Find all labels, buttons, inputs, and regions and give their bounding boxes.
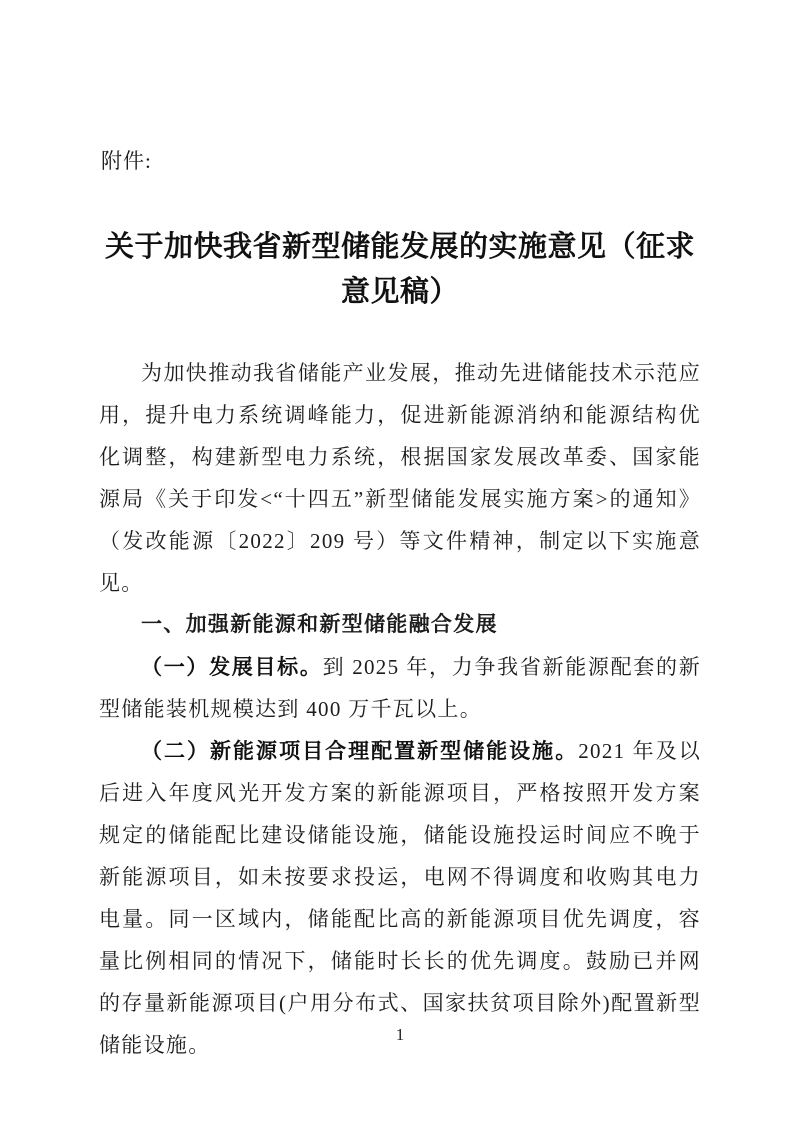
intro-paragraph: 为加快推动我省储能产业发展，推动先进储能技术示范应用，提升电力系统调峰能力，促进新能源消纳和能源结构优化调整，构建新型电力系统，根据国家发展改革委、国家能源局《关于印发<“十四五”新型储能发展实施方案>的通知》（发改能源〔2022〕209 号）等文件精神，制定以下实施意见。 (99, 361, 701, 595)
section-1-item-1 (99, 646, 701, 730)
section-1-heading: 一、加强新能源和新型储能融合发展 (141, 613, 498, 636)
item-1-text: 到 2025 年，力争我省新能源配套的新型储能装机规模达到 400 万千瓦以上。 (99, 655, 701, 721)
attachment-label: 附件: (101, 149, 152, 173)
section-1-item-2 (99, 730, 701, 1066)
document-body (99, 352, 701, 1066)
item-1-lead: （一）发展目标。 (141, 655, 323, 679)
item-2-text: 2021 年及以后进入年度风光开发方案的新能源项目，严格按照开发方案规定的储能配比建设储能设施，储能设施投运时间应不晚于新能源项目，如未按要求投运，电网不得调度和收购其电力电量。同一区域内，储能配比高的新能源项目优先调度，容量比例相同的情况下，储能时长长的优先调度。鼓励已并网的存量新能源项目(户用分布式、国家扶贫项目除外)配置新型储能设施。 (99, 739, 702, 1057)
document-title: 关于加快我省新型储能发展的实施意见（征求意见稿） (104, 231, 695, 308)
page-number: 1 (395, 1025, 405, 1044)
item-2-lead: （二）新能源项目合理配置新型储能设施。 (141, 739, 579, 763)
